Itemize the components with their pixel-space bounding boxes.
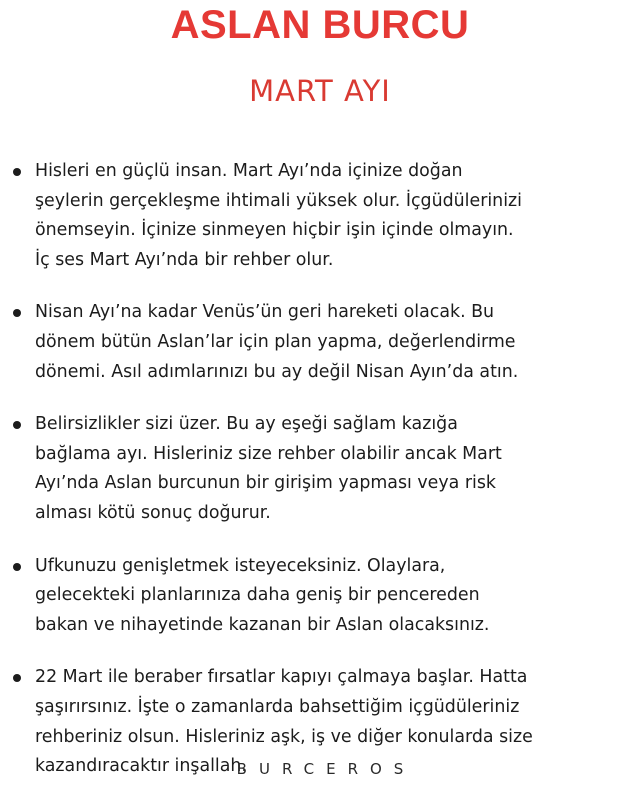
page-title: ASLAN BURCU (170, 3, 470, 47)
bullet-dot-icon (13, 309, 21, 317)
bullet-line: 22 Mart ile beraber fırsatlar kapıyı çalmaya başlar. Hatta (35, 667, 528, 688)
bullet-dot-icon (13, 168, 21, 176)
bullet-item-3 (0, 410, 640, 528)
bullet-line: Belirsizlikler sizi üzer. Bu ay eşeği sağlam kazığa (35, 414, 458, 435)
bullet-list (0, 157, 640, 805)
bullet-dot-icon (13, 563, 21, 571)
bullet-line: şaşırırsınız. İşte o zamanlarda bahsettiğim içgüdüleriniz (35, 696, 520, 717)
bullet-line: şeylerin gerçekleşme ihtimali yüksek olur. İçgüdülerinizi (35, 190, 522, 211)
bullet-line: Nisan Ayı’na kadar Venüs’ün geri hareketi olacak. Bu (35, 302, 495, 323)
bullet-item-4 (0, 552, 640, 641)
bullet-item-1 (0, 157, 640, 275)
bullet-item-2 (0, 298, 640, 387)
bullet-line: önemseyin. İçinize sinmeyen hiçbir işin içinde olmayın. (35, 220, 514, 241)
bullet-line: Ayı’nda Aslan burcunun bir girişim yapması veya risk (35, 473, 496, 494)
bullet-line: alması kötü sonuç doğurur. (35, 502, 271, 523)
bullet-line: rehberiniz olsun. Hisleriniz aşk, iş ve diğer konularda size (35, 726, 533, 747)
bullet-line: Ufkunuzu genişletmek isteyeceksiniz. Olaylara, (35, 555, 446, 576)
bullet-line: dönemi. Asıl adımlarınızı bu ay değil Nisan Ayın’da atın. (35, 361, 519, 382)
bullet-line: dönem bütün Aslan’lar için plan yapma, değerlendirme (35, 331, 516, 352)
bullet-line: bağlama ayı. Hisleriniz size rehber olabilir ancak Mart (35, 443, 502, 464)
bullet-dot-icon (13, 421, 21, 429)
bullet-line: Hisleri en güçlü insan. Mart Ayı’nda içinize doğan (35, 161, 463, 181)
brand-footer: BURCEROS (236, 760, 416, 778)
bullet-line: bakan ve nihayetinde kazanan bir Aslan olacaksınız. (35, 614, 490, 635)
bullet-dot-icon (13, 674, 21, 682)
bullet-line: gelecekteki planlarınıza daha geniş bir pencereden (35, 585, 480, 606)
bullet-line: İç ses Mart Ayı’nda bir rehber olur. (35, 249, 334, 270)
page-subtitle: MART AYI (249, 74, 391, 108)
bullet-line: kazandıracaktır inşallah. (35, 756, 247, 777)
